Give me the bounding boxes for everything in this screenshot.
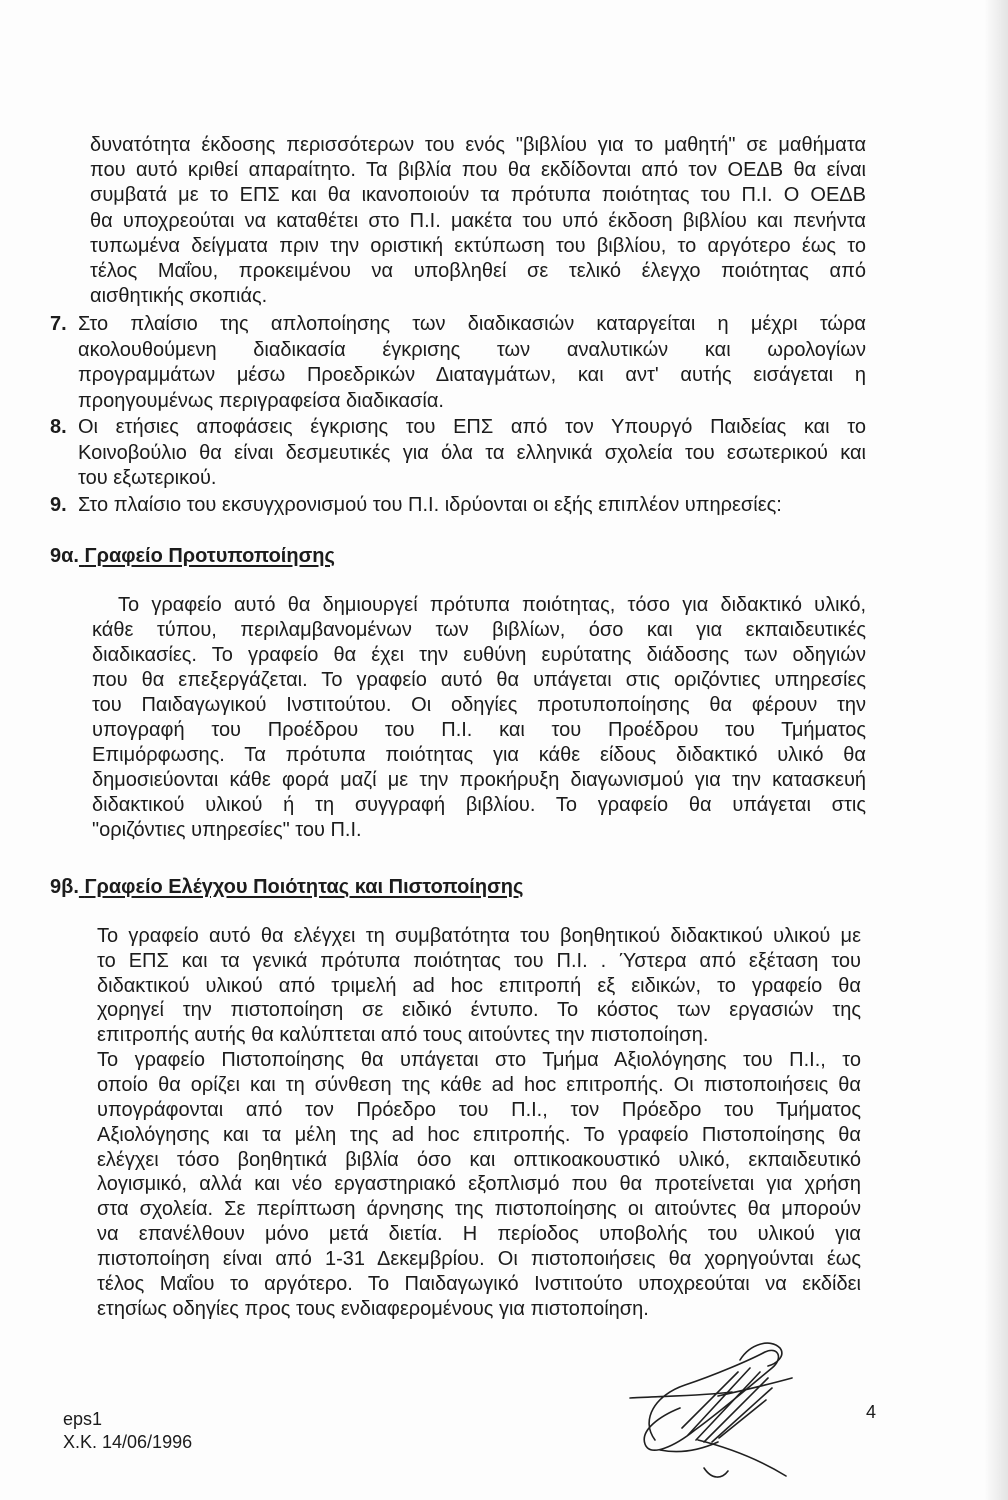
section-heading-9b bbox=[50, 874, 523, 900]
continuation-paragraph bbox=[90, 133, 866, 309]
page-number: 4 bbox=[866, 1402, 877, 1422]
text-line: να επανέλθουν μόνο μετά διετία. Η περίοδος υποβολής του υλικού για bbox=[97, 1223, 861, 1246]
text-line: συμβατά με το ΕΠΣ και θα ικανοποιούν τα πρότυπα ποιότητας του Π.Ι. Ο ΟΕΔΒ bbox=[90, 184, 866, 207]
text-line: Αξιολόγησης και τα μέλη της ad hoc επιτροπής. Το γραφείο Πιστοποίησης θα bbox=[97, 1123, 861, 1146]
text-line: αισθητικής σκοπιάς. bbox=[90, 285, 268, 308]
text-line: Το γραφείο αυτό θα ελέγχει τη συμβατότητα του βοηθητικού διδακτικού υλικού με bbox=[97, 925, 861, 947]
footer-initials-date: Χ.Κ. 14/06/1996 bbox=[63, 1432, 193, 1452]
text-line: χορηγεί την πιστοποίηση σε ειδικό έντυπο. Το κόστος των εργασιών της bbox=[97, 999, 861, 1022]
section-number: 9β. bbox=[50, 876, 79, 898]
text-line: δημοσιεύονται κάθε φορά μαζί με την προκήρυξη διαγωνισμού για την κατασκευή bbox=[92, 769, 866, 791]
section-paragraph bbox=[92, 593, 866, 843]
section-title: Γραφείο Ελέγχου Ποιότητας και Πιστοποίησης bbox=[84, 876, 524, 898]
text-line: ετησίως οδηγίες προς τους ενδιαφερομένους για πιστοποίηση. bbox=[97, 1297, 649, 1320]
signature bbox=[600, 1330, 820, 1490]
text-line: θα υποχρεούται να καταθέτει στο Π.Ι. μακέτα του υπό έκδοση βιβλίου και πενήντα bbox=[90, 209, 866, 232]
text-line: πιστοποίηση είναι από 1-31 Δεκεμβρίου. Οι πιστοποιήσεις θα χορηγούνται έως bbox=[97, 1248, 861, 1271]
item-number: 9. bbox=[50, 494, 67, 516]
section-number: 9α. bbox=[50, 545, 79, 567]
scan-edge-shadow bbox=[984, 0, 1008, 1500]
text-line: στα σχολεία. Σε περίπτωση άρνησης της πιστοποίησης οι αιτούντες θα μπορούν bbox=[97, 1198, 861, 1221]
item-number: 8. bbox=[50, 416, 67, 438]
text-line: διδακτικού υλικού ή τη συγγραφή βιβλίου. Το γραφείο θα υπάγεται στις bbox=[92, 794, 866, 816]
text-line: επιτροπής αυτής θα καλύπτεται από τους αιτούντες την πιστοποίηση. bbox=[97, 1024, 709, 1047]
text-line: του εξωτερικού. bbox=[78, 467, 217, 490]
text-line: τυπωμένα δείγματα πριν την οριστική εκτύπωση του βιβλίου, το αργότερο έως το bbox=[90, 234, 866, 257]
item-number: 7. bbox=[50, 313, 67, 335]
section-heading-9a bbox=[50, 543, 335, 569]
text-line: Οι ετήσιες αποφάσεις έγκρισης του ΕΠΣ από τον Υπουργό Παιδείας και το bbox=[78, 416, 866, 438]
text-line: υπογράφονται από τον Πρόεδρο του Π.Ι., τον Πρόεδρο του Τμήματος bbox=[97, 1098, 861, 1121]
footer-file-name: eps1 bbox=[63, 1409, 103, 1429]
text-line: Επιμόρφωσης. Τα πρότυπα ποιότητας για κάθε είδους διδακτικό υλικό θα bbox=[92, 744, 866, 766]
text-line: Το γραφείο αυτό θα δημιουργεί πρότυπα ποιότητας, τόσο για διδακτικό υλικό, bbox=[118, 594, 866, 616]
text-line: που αυτό κριθεί απαραίτητο. Τα βιβλία που θα εκδίδονται από τον ΟΕΔΒ θα είναι bbox=[90, 159, 866, 182]
list-item-8 bbox=[78, 415, 866, 492]
text-line: ελέγχει τόσο βοηθητικά βιβλία όσο και οπτικοακουστικό υλικό, εκπαιδευτικό bbox=[97, 1148, 861, 1171]
text-line: τέλος Μαΐου το αργότερο. Το Παιδαγωγικό Ινστιτούτο υποχρεούται να εκδίδει bbox=[97, 1273, 861, 1296]
text-line: υπογραφή του Προέδρου του Π.Ι. και του Προέδρου του Τμήματος bbox=[92, 719, 866, 741]
text-line: δυνατότητα έκδοσης περισσότερων του ενός "βιβλίου για το μαθητή" σε μαθήματα bbox=[90, 134, 866, 156]
text-line: που θα επεξεργάζεται. Το γραφείο αυτό θα υπάγεται στις οριζόντιες υπηρεσίες bbox=[92, 669, 866, 691]
text-line: ακολουθούμενη διαδικασία έγκρισης των αναλυτικών και ωρολογίων bbox=[78, 338, 866, 361]
text-line: διαδικασίες. Το γραφείο θα έχει την ευθύνη ευρύτατης διάδοσης των οδηγιών bbox=[92, 644, 866, 666]
text-line: κάθε τύπου, περιλαμβανομένων των βιβλίων, όσο και για εκπαιδευτικές bbox=[92, 619, 866, 641]
text-line: Το γραφείο Πιστοποίησης θα υπάγεται στο Τμήμα Αξιολόγησης του Π.Ι., το bbox=[97, 1049, 861, 1071]
text-line: "οριζόντιες υπηρεσίες" του Π.Ι. bbox=[92, 819, 362, 841]
text-line: Κοινοβούλιο θα είναι δεσμευτικές για όλα τα ελληνικά σχολεία του εσωτερικού και bbox=[78, 441, 866, 464]
section-title: Γραφείο Προτυποποίησης bbox=[84, 545, 335, 567]
text-line: προηγουμένως περιγραφείσα διαδικασία. bbox=[78, 389, 444, 412]
text-line: οποίο θα ορίζει και τη σύνθεση της κάθε ad hoc επιτροπής. Οι πιστοποιήσεις θα bbox=[97, 1073, 861, 1096]
text-line: προγραμμάτων μέσω Προεδρικών Διαταγμάτων, και αντ' αυτής εισάγεται η bbox=[78, 364, 866, 387]
section-paragraph bbox=[97, 1048, 861, 1322]
text-line: το ΕΠΣ και τα γενικά πρότυπα ποιότητας του Π.Ι. . Ύστερα από εξέταση του bbox=[97, 949, 861, 972]
list-item-7 bbox=[78, 312, 866, 414]
text-line: Στο πλαίσιο της απλοποίησης των διαδικασιών καταργείται η μέχρι τώρα bbox=[78, 313, 866, 335]
text-line: διδακτικού υλικού από τριμελή ad hoc επιτροπή εξ ειδικών, το γραφείο θα bbox=[97, 974, 861, 997]
text-line: λογισμικό, αλλά και νέο εργαστηριακό εξοπλισμό που θα προτείνεται για χρήση bbox=[97, 1173, 861, 1196]
section-paragraph bbox=[97, 924, 861, 1048]
list-item-9 bbox=[78, 492, 866, 518]
text-line: τέλος Μαΐου, προκειμένου να υποβληθεί σε τελικό έλεγχο ποιότητας από bbox=[90, 259, 866, 282]
text-line: Στο πλαίσιο του εκσυγχρονισμού του Π.Ι. ιδρύονται οι εξής επιπλέον υπηρεσίες: bbox=[78, 494, 782, 516]
text-line: του Παιδαγωγικού Ινστιτούτου. Οι οδηγίες προτυποποίησης θα φέρουν την bbox=[92, 694, 866, 716]
